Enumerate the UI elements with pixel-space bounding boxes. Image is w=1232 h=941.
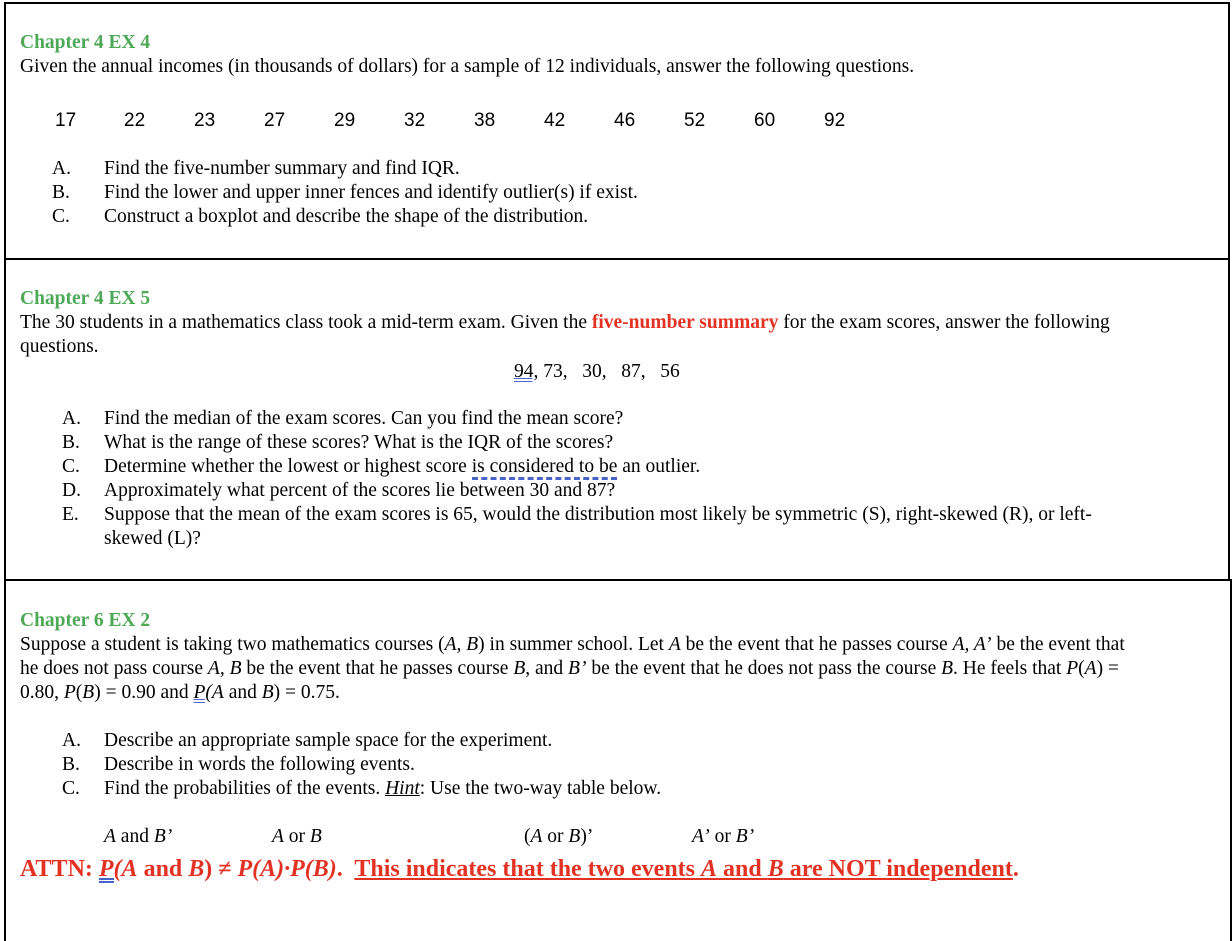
list-item xyxy=(0,205,1100,229)
text: he does not pass course xyxy=(20,658,208,679)
list-text: Describe an appropriate sample space for the experiment. xyxy=(104,730,553,751)
data-value: 29 xyxy=(334,110,356,131)
ex6-intro-line3 xyxy=(20,681,340,705)
event-a-prime-or-b-prime xyxy=(692,825,754,849)
text: ( xyxy=(524,826,531,847)
math-var: B xyxy=(188,856,205,882)
list-item xyxy=(0,181,1100,205)
list-letter: A. xyxy=(62,408,81,429)
math-var: A xyxy=(104,826,116,847)
list-letter: C. xyxy=(52,206,70,227)
math-var: A’ xyxy=(692,826,710,847)
math-var: B’ xyxy=(735,826,755,847)
math-var: A xyxy=(211,682,224,703)
math-var: A xyxy=(701,856,718,882)
five-number-summary xyxy=(514,360,680,384)
list-text: What is the range of these scores? What is the IQR of the scores? xyxy=(104,432,614,453)
data-value: 27 xyxy=(264,110,286,131)
ex6-intro-line2 xyxy=(20,657,1119,681)
list-item xyxy=(0,431,1200,455)
list-text: Find the median of the exam scores. Can you find the mean score? xyxy=(104,408,624,429)
data-value: 22 xyxy=(124,110,146,131)
math-var: P( xyxy=(98,856,122,882)
data-value: 32 xyxy=(404,110,426,131)
ex4-intro: Given the annual incomes (in thousands of dollars) for a sample of 12 individuals, answer the following questions. xyxy=(20,56,915,77)
list-text: Find the five-number summary and find IQR. xyxy=(104,158,460,179)
text: be the event that he passes course xyxy=(241,658,514,679)
math-var: A, B xyxy=(207,658,242,679)
text: ( xyxy=(75,682,83,703)
list-item xyxy=(0,777,1100,801)
ex5-intro-before: The 30 students in a mathematics class took a mid-term exam. Given the xyxy=(20,312,592,333)
math-var: B xyxy=(513,658,526,679)
text-after: an outlier. xyxy=(617,456,701,477)
list-item xyxy=(0,455,1200,479)
list-item xyxy=(0,503,1220,551)
event-a-or-b-complement xyxy=(524,825,593,849)
text: . xyxy=(1012,856,1019,882)
list-letter: B. xyxy=(62,754,80,775)
attn-note xyxy=(20,854,1019,884)
math-var: B xyxy=(261,682,274,703)
text: 0.80, xyxy=(20,682,64,703)
summary-rest-values: 73, 30, 87, 56 xyxy=(538,361,680,382)
text: be the event that he passes course xyxy=(680,634,953,655)
list-item xyxy=(0,407,1200,431)
math-var: A xyxy=(272,826,284,847)
list-letter: D. xyxy=(62,480,81,501)
list-text xyxy=(104,455,700,479)
text: and xyxy=(137,856,189,882)
math-var: P xyxy=(63,682,76,703)
text: . He feels that xyxy=(953,658,1067,679)
math-var: P xyxy=(1066,658,1079,679)
data-value: 17 xyxy=(55,110,77,131)
list-letter: A. xyxy=(62,730,81,751)
math-var: A, A’ xyxy=(952,634,992,655)
text: This indicates that the two events xyxy=(354,856,702,882)
text: be the event that xyxy=(991,634,1125,655)
attn-prefix: ATTN: xyxy=(20,856,99,882)
math-var: B’ xyxy=(568,658,587,679)
text: or xyxy=(283,826,310,847)
text: ) in summer school. Let xyxy=(478,634,669,655)
attn-underlined xyxy=(354,856,1013,882)
text: ) ≠ xyxy=(204,856,238,882)
math-var: A xyxy=(1084,658,1097,679)
text: ) = xyxy=(1096,658,1119,679)
math-var: P( xyxy=(193,682,212,703)
ex5-intro xyxy=(20,311,1110,335)
math-var: B’ xyxy=(153,826,173,847)
text: ( xyxy=(1078,658,1085,679)
text: and xyxy=(717,856,768,882)
math-var: A xyxy=(121,856,138,882)
math-var: B xyxy=(941,658,954,679)
list-item xyxy=(0,157,1100,181)
ex5-intro-after: for the exam scores, answer the following xyxy=(778,312,1110,333)
text: and xyxy=(115,826,154,847)
list-letter: C. xyxy=(62,456,80,477)
list-item xyxy=(0,729,1100,753)
math-var: B xyxy=(309,826,322,847)
text: )’ xyxy=(580,826,594,847)
text: and xyxy=(223,682,262,703)
text-after: : Use the two-way table below. xyxy=(419,778,662,799)
data-value: 92 xyxy=(824,110,846,131)
math-var: B xyxy=(82,682,95,703)
list-text: Suppose that the mean of the exam scores is 65, would the distribution most likely be symmetric (S), right-skewed (R), or left- xyxy=(104,504,1092,525)
list-text xyxy=(104,777,661,801)
math-var: A xyxy=(668,634,681,655)
ex6-title: Chapter 6 EX 2 xyxy=(20,610,151,631)
list-text: Describe in words the following events. xyxy=(104,754,415,775)
math-var: A, B xyxy=(444,634,479,655)
ex5-intro-line2: questions. xyxy=(20,336,99,357)
text: , and xyxy=(525,658,569,679)
list-text-line2: skewed (L)? xyxy=(104,528,201,549)
list-item xyxy=(0,479,1200,503)
list-text: Find the lower and upper inner fences and identify outlier(s) if exist. xyxy=(104,182,638,203)
text: be the event that he does not pass the course xyxy=(586,658,942,679)
ex5-title: Chapter 4 EX 5 xyxy=(20,288,151,309)
data-value: 23 xyxy=(194,110,216,131)
list-letter: B. xyxy=(52,182,70,203)
ex6-intro-line1 xyxy=(20,633,1125,657)
text: ) = 0.75. xyxy=(273,682,340,703)
list-item xyxy=(0,753,1100,777)
summary-first-value: 94, xyxy=(514,361,539,382)
ex5-intro-highlight: five-number summary xyxy=(591,312,779,333)
math-expression: P(A)·P(B) xyxy=(237,856,337,882)
math-var: B xyxy=(767,856,784,882)
math-var: B xyxy=(568,826,581,847)
text: ) = 0.90 and xyxy=(94,682,194,703)
list-text: Construct a boxplot and describe the shape of the distribution. xyxy=(104,206,589,227)
grammar-marked-text: is considered to be xyxy=(472,456,618,480)
math-var: A xyxy=(530,826,543,847)
list-text: Approximately what percent of the scores lie between 30 and 87? xyxy=(104,480,616,501)
text-before: Find the probabilities of the events. xyxy=(104,778,386,799)
list-letter: E. xyxy=(62,504,79,525)
text-before: Determine whether the lowest or highest score xyxy=(104,456,472,477)
event-a-or-b xyxy=(272,825,322,849)
text: or xyxy=(542,826,569,847)
data-value: 38 xyxy=(474,110,496,131)
hint-label: Hint xyxy=(385,778,420,799)
list-letter: C. xyxy=(62,778,80,799)
text: are NOT independent xyxy=(783,856,1013,882)
list-letter: B. xyxy=(62,432,80,453)
data-value: 60 xyxy=(754,110,776,131)
text: Suppose a student is taking two mathematics courses ( xyxy=(20,634,445,655)
data-value: 46 xyxy=(614,110,636,131)
event-a-and-b-prime xyxy=(104,825,172,849)
data-value: 42 xyxy=(544,110,566,131)
text: . xyxy=(336,856,355,882)
ex4-title: Chapter 4 EX 4 xyxy=(20,32,151,53)
text: or xyxy=(709,826,736,847)
data-value: 52 xyxy=(684,110,706,131)
list-letter: A. xyxy=(52,158,71,179)
